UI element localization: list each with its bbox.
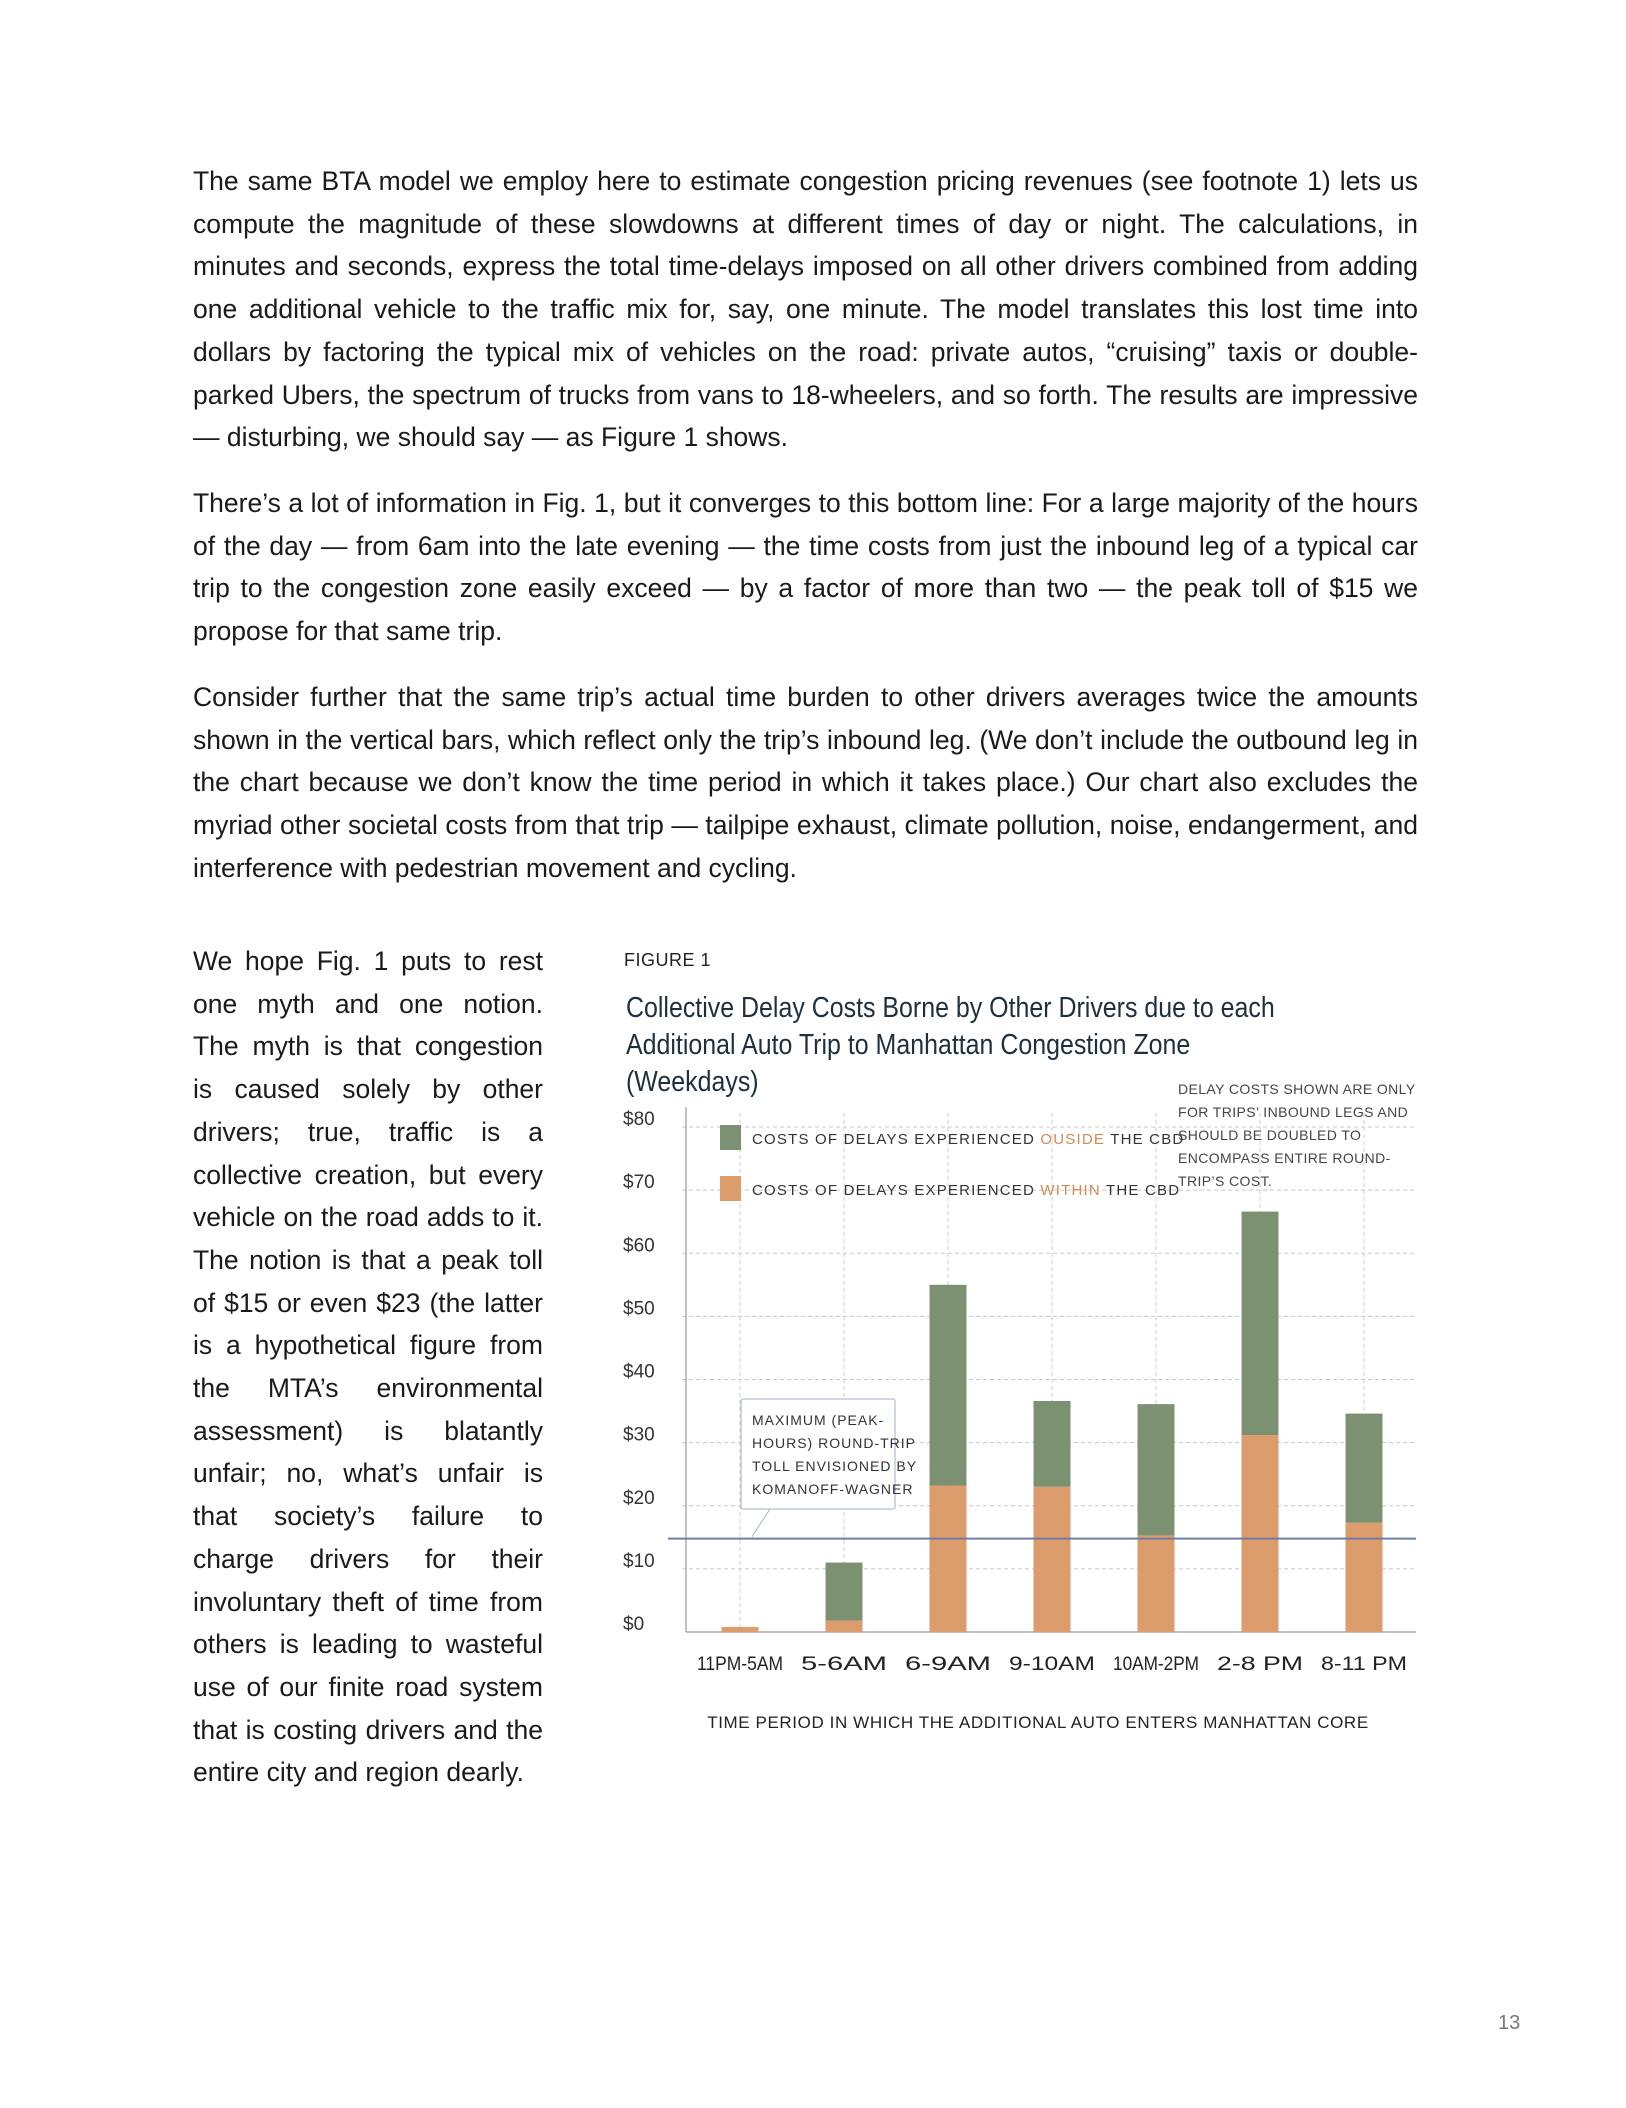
- bar-segment-within-cbd: [1034, 1487, 1071, 1632]
- bar-segment-outside-cbd: [1346, 1414, 1383, 1523]
- bar-segment-within-cbd: [826, 1621, 863, 1632]
- legend-label: COSTS OF DELAYS EXPERIENCED OUSIDE THE CBD: [752, 1131, 1185, 1148]
- bar-segment-outside-cbd: [826, 1563, 863, 1621]
- y-tick-label: $70: [623, 1172, 655, 1194]
- y-tick-label: $40: [623, 1361, 655, 1383]
- bar-segment-outside-cbd: [1242, 1212, 1279, 1435]
- x-tick-label: 2-8 PM: [1217, 1654, 1303, 1675]
- toll-callout-text: HOURS) ROUND-TRIP: [752, 1435, 916, 1451]
- bar-segment-outside-cbd: [1034, 1401, 1071, 1487]
- side-column-text: We hope Fig. 1 puts to rest one myth and one notion. The myth is that congestion is caused solely by other drivers; true, traffic is a collective creation, but every vehicle on the road adds to it. The notion is that a peak toll of $15 or even $23 (the latter is a hypothetical figure from the MTA’s environmental assessment) is blatantly unfair; no, what’s unfair is that society’s failure to charge drivers for their involuntary theft of time from others is leading to wasteful use of our finite road system that is costing drivers and the entire city and region dearly.: [193, 946, 543, 1788]
- x-tick-label: 5-6AM: [801, 1654, 887, 1675]
- y-tick-label: $50: [623, 1298, 655, 1320]
- chart-note: DELAY COSTS SHOWN ARE ONLY FOR TRIPS’ INBOUND LEGS AND SHOULD BE DOUBLED TO ENCOMPASS ENTIRE ROUND-TRIP’S COST.: [1178, 1081, 1416, 1189]
- x-axis-title: TIME PERIOD IN WHICH THE ADDITIONAL AUTO ENTERS MANHATTAN CORE: [707, 1713, 1369, 1732]
- x-tick-label: 9-10AM: [1009, 1654, 1095, 1675]
- y-tick-label: $30: [623, 1424, 655, 1446]
- bar-segment-within-cbd: [1138, 1535, 1175, 1632]
- x-tick-label: 6-9AM: [905, 1654, 991, 1675]
- x-tick-label: 11PM-5AM: [697, 1654, 783, 1675]
- x-tick-label: 10AM-2PM: [1113, 1654, 1199, 1675]
- y-tick-label: $10: [623, 1550, 655, 1572]
- body-paragraph-2: There’s a lot of information in Fig. 1, but it converges to this bottom line: For a large majority of the hours of the day — from 6am into the late evening — the time costs from just the inbound leg of a typical car trip to the congestion zone easily exceed — by a factor of more than two — the peak toll of $15 we propose for that same trip.: [193, 488, 1418, 647]
- x-tick-label: 8-11 PM: [1321, 1654, 1407, 1675]
- toll-callout-text: KOMANOFF-WAGNER: [752, 1481, 914, 1497]
- bar-segment-outside-cbd: [930, 1285, 967, 1486]
- page-number: 13: [1498, 2012, 1521, 2034]
- toll-callout-text: MAXIMUM (PEAK-: [752, 1412, 885, 1428]
- legend-label: COSTS OF DELAYS EXPERIENCED WITHIN THE CBD: [752, 1182, 1181, 1199]
- toll-callout-text: TOLL ENVISIONED BY: [752, 1458, 918, 1474]
- bar-segment-within-cbd: [930, 1486, 967, 1632]
- figure-label: FIGURE 1: [624, 950, 712, 970]
- bar-segment-within-cbd: [1242, 1435, 1279, 1632]
- bar-segment-outside-cbd: [1138, 1404, 1175, 1535]
- y-tick-label: $80: [623, 1109, 655, 1130]
- legend-swatch-within-cbd: [720, 1176, 741, 1201]
- legend-swatch-outside-cbd: [720, 1125, 741, 1150]
- body-paragraph-1: The same BTA model we employ here to estimate congestion pricing revenues (see footnote 1) lets us compute the magnitude of these slowdowns at different times of day or night. The calculations, in minutes and seconds, express the total time-delays imposed on all other drivers combined from adding one additional vehicle to the traffic mix for, say, one minute. The model translates this lost time into dollars by factoring the typical mix of vehicles on the road: private autos, “cruising” taxis or double-parked Ubers, the spectrum of trucks from vans to 18-wheelers, and so forth. The results are impressive — disturbing, we should say — as Figure 1 shows.: [193, 166, 1418, 453]
- body-paragraph-3: Consider further that the same trip’s actual time burden to other drivers averages twice the amounts shown in the vertical bars, which reflect only the trip’s inbound leg. (We don’t include the outbound leg in the chart because we don’t know the time period in which it takes place.) Our chart also excludes the myriad other societal costs from that trip — tailpipe exhaust, climate pollution, noise, endangerment, and interference with pedestrian movement and cycling.: [193, 682, 1418, 883]
- toll-callout-pointer: [752, 1509, 770, 1537]
- y-tick-label: $60: [623, 1235, 655, 1257]
- y-tick-label: $0: [623, 1614, 645, 1635]
- y-tick-label: $20: [623, 1487, 655, 1509]
- chart-title: Collective Delay Costs Borne by Other Drivers due to each Additional Auto Trip to Manhattan Congestion Zone (Weekdays): [626, 992, 1275, 1098]
- bar-segment-within-cbd: [722, 1627, 759, 1632]
